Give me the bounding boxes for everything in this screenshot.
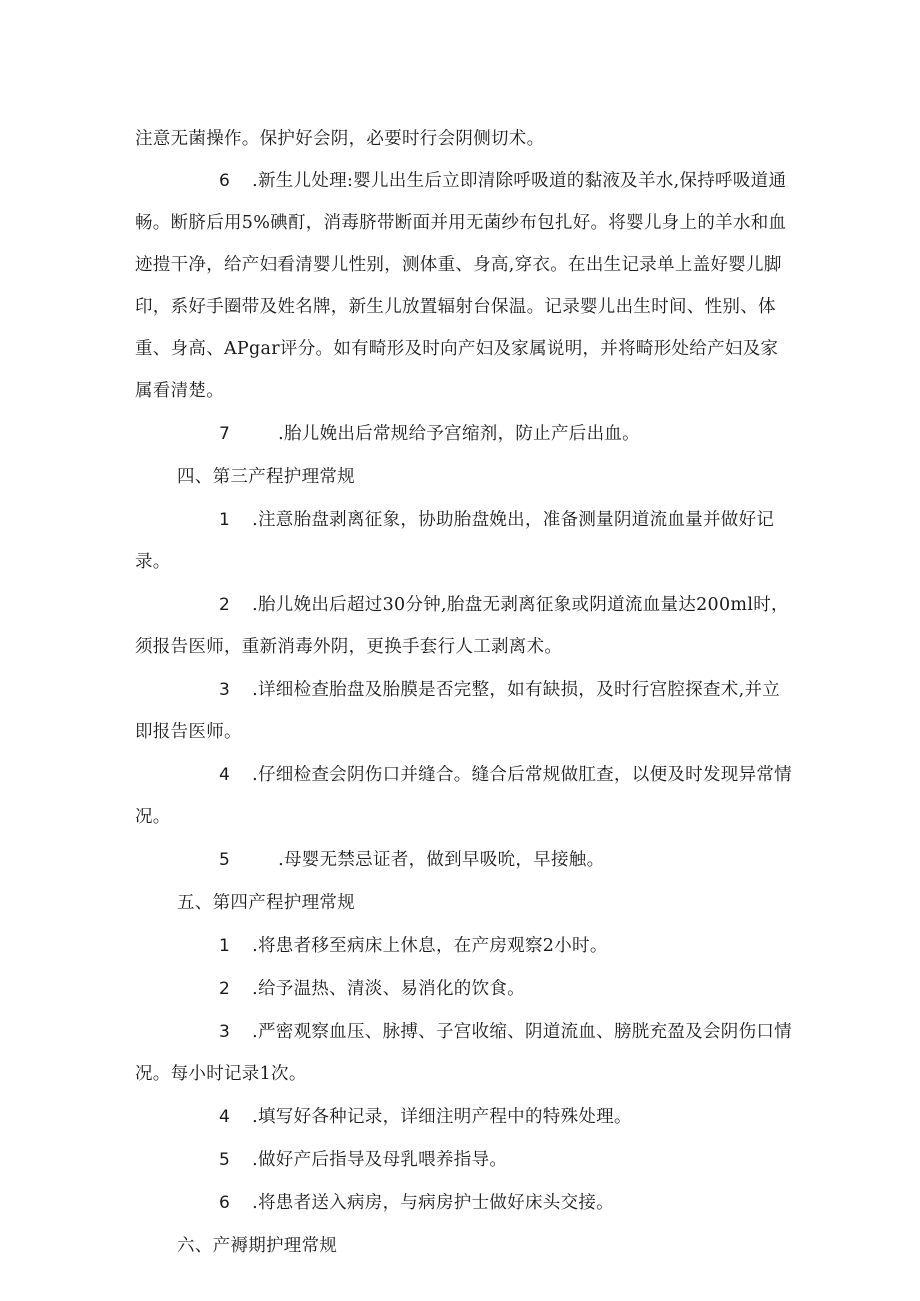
- section-heading-text: 四、第三产程护理常规: [177, 467, 355, 487]
- item-number: 7: [219, 424, 231, 444]
- paragraph-text: .母婴无禁忌证者，做到早吸吮，早接触。: [278, 850, 605, 870]
- section-heading-text: 六、产褥期护理常规: [177, 1236, 338, 1256]
- paragraph-diet: [135, 968, 795, 1010]
- paragraph-text: 注意无菌操作。保护好会阴，必要时行会阴侧切术。: [135, 129, 545, 149]
- item-number: 6: [219, 171, 231, 191]
- paragraph-text: .仔细检查会阴伤口并缝合。缝合后常规做肛查，以便及时发现异常情况。: [135, 765, 792, 827]
- paragraph-uterotonic: [135, 413, 795, 455]
- item-number: 6: [219, 1193, 231, 1213]
- paragraph-rest-observation: [135, 925, 795, 967]
- item-number: 2: [219, 979, 231, 999]
- item-number: 3: [219, 680, 231, 700]
- item-number: 1: [219, 936, 231, 956]
- document-body: [135, 118, 795, 1267]
- paragraph-text: .给予温热、清淡、易消化的饮食。: [252, 979, 525, 999]
- item-number: 4: [219, 765, 231, 785]
- section-heading-fourth-stage: [135, 882, 795, 924]
- item-number: 5: [219, 1150, 231, 1170]
- paragraph-text: .将患者移至病床上休息，在产房观察2小时。: [252, 936, 608, 956]
- paragraph-text: .胎儿娩出后超过30分钟,胎盘无剥离征象或阴道流血量达200ml时，须报告医师，重新消毒外阴，更换手套行人工剥离术。: [135, 595, 789, 657]
- item-number: 5: [219, 850, 231, 870]
- item-number: 3: [219, 1022, 231, 1042]
- paragraph-placenta-check: [135, 669, 795, 753]
- paragraph-text: .详细检查胎盘及胎膜是否完整，如有缺损，及时行宫腔探查术,并立即报告医师。: [135, 680, 781, 742]
- paragraph-newborn-care: [135, 160, 795, 412]
- paragraph-vital-monitoring: [135, 1011, 795, 1095]
- paragraph-text: .填写好各种记录，详细注明产程中的特殊处理。: [252, 1107, 632, 1127]
- item-number: 1: [219, 510, 231, 530]
- paragraph-text: .新生儿处理:婴儿出生后立即清除呼吸道的黏液及羊水,保持呼吸道通畅。断脐后用5%碘酊，消毒脐带断面并用无菌纱布包扎好。将婴儿身上的羊水和血迹㨟干净，给产妇看清婴儿性别，测体重、身高,穿衣。在出生记录单上盖好婴儿脚印，系好手圈带及姓名牌，新生儿放置辐射台保温。记录婴儿出生时间、性别、体重、身高、APgar评分。如有畸形及时向产妇及家属说明，并将畸形处给产妇及家属看清楚。: [135, 171, 787, 401]
- paragraph-postpartum-guidance: [135, 1139, 795, 1181]
- paragraph-text: .注意胎盘剥离征象，协助胎盘娩出，准备测量阴道流血量并做好记录。: [135, 510, 775, 572]
- paragraph-aseptic-operation: [135, 118, 795, 160]
- paragraph-text: .胎儿娩出后常规给予宫缩剂，防止产后出血。: [278, 424, 640, 444]
- paragraph-text: .严密观察血压、脉搏、子宫收缩、阴道流血、膀胱充盈及会阴伤口情况。每小时记录1次。: [135, 1022, 792, 1084]
- paragraph-records: [135, 1096, 795, 1138]
- paragraph-ward-handover: [135, 1182, 795, 1224]
- paragraph-placenta-separation: [135, 499, 795, 583]
- paragraph-perineum-suture: [135, 754, 795, 838]
- paragraph-early-contact: [135, 839, 795, 881]
- section-heading-third-stage: [135, 456, 795, 498]
- paragraph-text: .将患者送入病房，与病房护士做好床头交接。: [252, 1193, 614, 1213]
- item-number: 2: [219, 595, 231, 615]
- item-number: 4: [219, 1107, 231, 1127]
- paragraph-text: .做好产后指导及母乳喂养指导。: [252, 1150, 508, 1170]
- section-heading-puerperium: [135, 1225, 795, 1267]
- section-heading-text: 五、第四产程护理常规: [177, 893, 355, 913]
- paragraph-manual-removal: [135, 584, 795, 668]
